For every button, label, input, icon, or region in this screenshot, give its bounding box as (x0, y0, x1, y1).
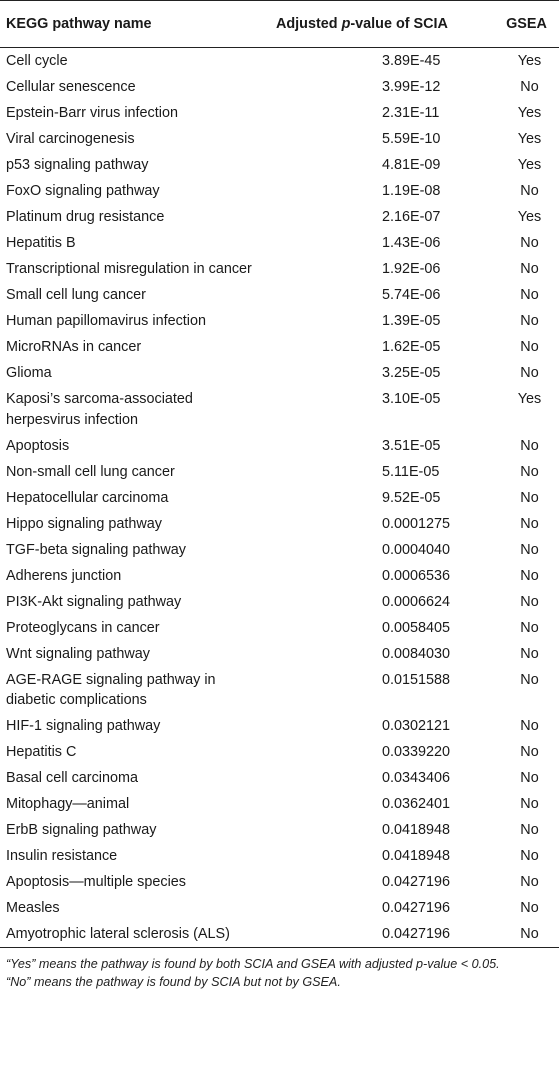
gsea-cell: No (520, 671, 539, 688)
pvalue-cell: 0.0427196 (262, 921, 494, 948)
footnote-no: “No” means the pathway is found by SCIA but not by GSEA. (6, 975, 341, 989)
pathway-name-cell: Epstein-Barr virus infection (6, 105, 178, 121)
table-body (0, 48, 559, 948)
table-row (0, 667, 559, 714)
pvalue-cell: 0.0418948 (382, 822, 451, 838)
table-row (0, 843, 559, 869)
pvalue-cell: 0.0418948 (382, 848, 451, 864)
gsea-cell: No (520, 593, 539, 610)
table-row (0, 615, 559, 641)
header-pvalue-suffix: -value of SCIA (350, 16, 448, 32)
pathway-name-cell: Hepatocellular carcinoma (6, 489, 169, 506)
pvalue-cell: 1.62E-05 (382, 339, 441, 355)
table-row (0, 765, 559, 791)
pathway-name-cell: HIF-1 signaling pathway (6, 718, 161, 734)
header-pathway-name: KEGG pathway name (0, 1, 262, 48)
pvalue-cell: 0.0427196 (382, 900, 451, 916)
gsea-cell: No (520, 541, 539, 558)
gsea-cell: Yes (517, 53, 542, 69)
pathway-name-cell: Apoptosis—multiple species (6, 874, 186, 890)
pathway-name-cell: Glioma (6, 365, 52, 381)
pvalue-cell: 0.0084030 (382, 645, 451, 662)
table-row (0, 256, 559, 282)
table-row (0, 739, 559, 765)
pathway-name-cell: Basal cell carcinoma (6, 770, 138, 786)
header-gsea: GSEA (494, 1, 559, 48)
pvalue-cell: 5.11E-05 (382, 463, 440, 480)
pvalue-cell: 1.39E-05 (382, 313, 441, 329)
table-row (0, 74, 559, 100)
gsea-cell: Yes (517, 105, 542, 121)
gsea-cell: No (520, 437, 539, 454)
gsea-cell: No (520, 900, 539, 916)
gsea-cell: Yes (517, 209, 542, 225)
pvalue-cell: 0.0302121 (382, 718, 451, 734)
gsea-cell: No (494, 921, 559, 948)
pvalue-cell: 1.19E-08 (382, 183, 441, 199)
table-row (0, 589, 559, 615)
pathway-name-cell: Small cell lung cancer (6, 287, 146, 303)
pvalue-cell: 2.16E-07 (382, 209, 441, 225)
gsea-cell: No (520, 619, 539, 636)
pvalue-cell: 2.31E-11 (382, 105, 440, 121)
gsea-cell: No (520, 183, 539, 199)
gsea-cell: Yes (517, 391, 542, 407)
pathway-name-cell: Measles (6, 900, 60, 916)
table-footnotes (0, 948, 559, 991)
pvalue-cell: 0.0343406 (382, 770, 451, 786)
table-row (0, 713, 559, 739)
gsea-cell: No (520, 313, 539, 329)
table-row (0, 869, 559, 895)
pathway-name-cell: ErbB signaling pathway (6, 822, 157, 838)
pathway-name-cell: Wnt signaling pathway (6, 645, 150, 662)
pathway-name-cell: Hepatitis C (6, 744, 77, 760)
gsea-cell: No (520, 718, 539, 734)
gsea-cell: No (520, 822, 539, 838)
gsea-cell: No (520, 339, 539, 355)
gsea-cell: No (520, 365, 539, 381)
table-row (0, 485, 559, 511)
table-row (0, 921, 559, 948)
table-row (0, 563, 559, 589)
header-pvalue-prefix: Adjusted (276, 16, 342, 32)
pvalue-cell: 5.59E-10 (382, 131, 441, 147)
pathway-name-cell: AGE-RAGE signaling pathway in diabetic complications (6, 671, 216, 708)
table-row (0, 152, 559, 178)
pathway-name-cell: Insulin resistance (6, 848, 118, 864)
table-row (0, 386, 559, 433)
gsea-cell: Yes (517, 131, 542, 147)
table-row (0, 334, 559, 360)
table-row (0, 895, 559, 921)
header-row (0, 1, 559, 48)
pathway-name-cell: Hepatitis B (6, 235, 76, 251)
pvalue-cell: 9.52E-05 (382, 489, 441, 506)
pvalue-cell: 0.0006536 (382, 567, 451, 584)
pvalue-cell: 0.0362401 (382, 796, 451, 812)
pvalue-cell: 0.0427196 (382, 874, 451, 890)
pathway-name-cell: Amyotrophic lateral sclerosis (ALS) (0, 921, 262, 948)
pvalue-cell: 4.81E-09 (382, 157, 441, 173)
table-row (0, 641, 559, 667)
pvalue-cell: 0.0004040 (382, 541, 451, 558)
table-row (0, 126, 559, 152)
pathway-name-cell: Apoptosis (6, 437, 70, 454)
pvalue-cell: 0.0001275 (382, 515, 451, 532)
pathway-name-cell: Non-small cell lung cancer (6, 463, 175, 480)
table-row (0, 433, 559, 459)
pathway-name-cell: Proteoglycans in cancer (6, 619, 160, 636)
header-adjusted-pvalue (262, 1, 494, 48)
table-row (0, 511, 559, 537)
pathway-name-cell: Platinum drug resistance (6, 209, 165, 225)
gsea-cell: No (520, 645, 539, 662)
table-row (0, 100, 559, 126)
table-row (0, 360, 559, 386)
pvalue-cell: 3.10E-05 (382, 391, 441, 407)
table-row (0, 791, 559, 817)
pathway-name-cell: MicroRNAs in cancer (6, 339, 142, 355)
gsea-cell: No (520, 874, 539, 890)
footnote-yes: “Yes” means the pathway is found by both SCIA and GSEA with adjusted p-value < 0.05. (6, 957, 500, 971)
pathway-name-cell: Cell cycle (6, 53, 68, 69)
table-row (0, 308, 559, 334)
table-row (0, 48, 559, 75)
gsea-cell: No (520, 770, 539, 786)
gsea-cell: No (520, 489, 539, 506)
pathway-name-cell: PI3K-Akt signaling pathway (6, 593, 182, 610)
pvalue-cell: 1.92E-06 (382, 261, 441, 277)
gsea-cell: No (520, 796, 539, 812)
table-header (0, 1, 559, 48)
pvalue-cell: 3.25E-05 (382, 365, 441, 381)
pathway-name-cell: Human papillomavirus infection (6, 313, 206, 329)
pathway-name-cell: Kaposi’s sarcoma-associated herpesvirus infection (6, 391, 193, 428)
pvalue-cell: 0.0058405 (382, 619, 451, 636)
table-row (0, 178, 559, 204)
header-pvalue-italic: p (341, 16, 351, 32)
gsea-cell: No (520, 567, 539, 584)
gsea-cell: No (520, 515, 539, 532)
pvalue-cell: 1.43E-06 (382, 235, 441, 251)
pvalue-cell: 3.89E-45 (382, 53, 441, 69)
pvalue-cell: 3.51E-05 (382, 437, 441, 454)
table-row (0, 230, 559, 256)
gsea-cell: No (520, 235, 539, 251)
pathway-name-cell: Mitophagy—animal (6, 796, 130, 812)
pathway-name-cell: Viral carcinogenesis (6, 131, 135, 147)
pathway-name-cell: Adherens junction (6, 567, 122, 584)
pvalue-cell: 5.74E-06 (382, 287, 441, 303)
pathway-name-cell: TGF-beta signaling pathway (6, 541, 186, 558)
gsea-cell: No (520, 744, 539, 760)
gsea-cell: Yes (517, 157, 542, 173)
gsea-cell: No (520, 261, 539, 277)
pvalue-cell: 0.0151588 (382, 671, 451, 688)
gsea-cell: No (520, 463, 539, 480)
table-row (0, 537, 559, 563)
pathway-name-cell: Transcriptional misregulation in cancer (6, 261, 252, 277)
table-row (0, 817, 559, 843)
table-row (0, 459, 559, 485)
pathway-name-cell: Hippo signaling pathway (6, 515, 162, 532)
pathway-name-cell: Cellular senescence (6, 79, 136, 95)
gsea-cell: No (520, 848, 539, 864)
pathway-name-cell: FoxO signaling pathway (6, 183, 160, 199)
pvalue-cell: 0.0006624 (382, 593, 451, 610)
pathway-name-cell: p53 signaling pathway (6, 157, 149, 173)
table-row (0, 282, 559, 308)
gsea-cell: No (520, 79, 539, 95)
gsea-cell: No (520, 287, 539, 303)
table-row (0, 204, 559, 230)
pvalue-cell: 0.0339220 (382, 744, 451, 760)
pvalue-cell: 3.99E-12 (382, 79, 441, 95)
